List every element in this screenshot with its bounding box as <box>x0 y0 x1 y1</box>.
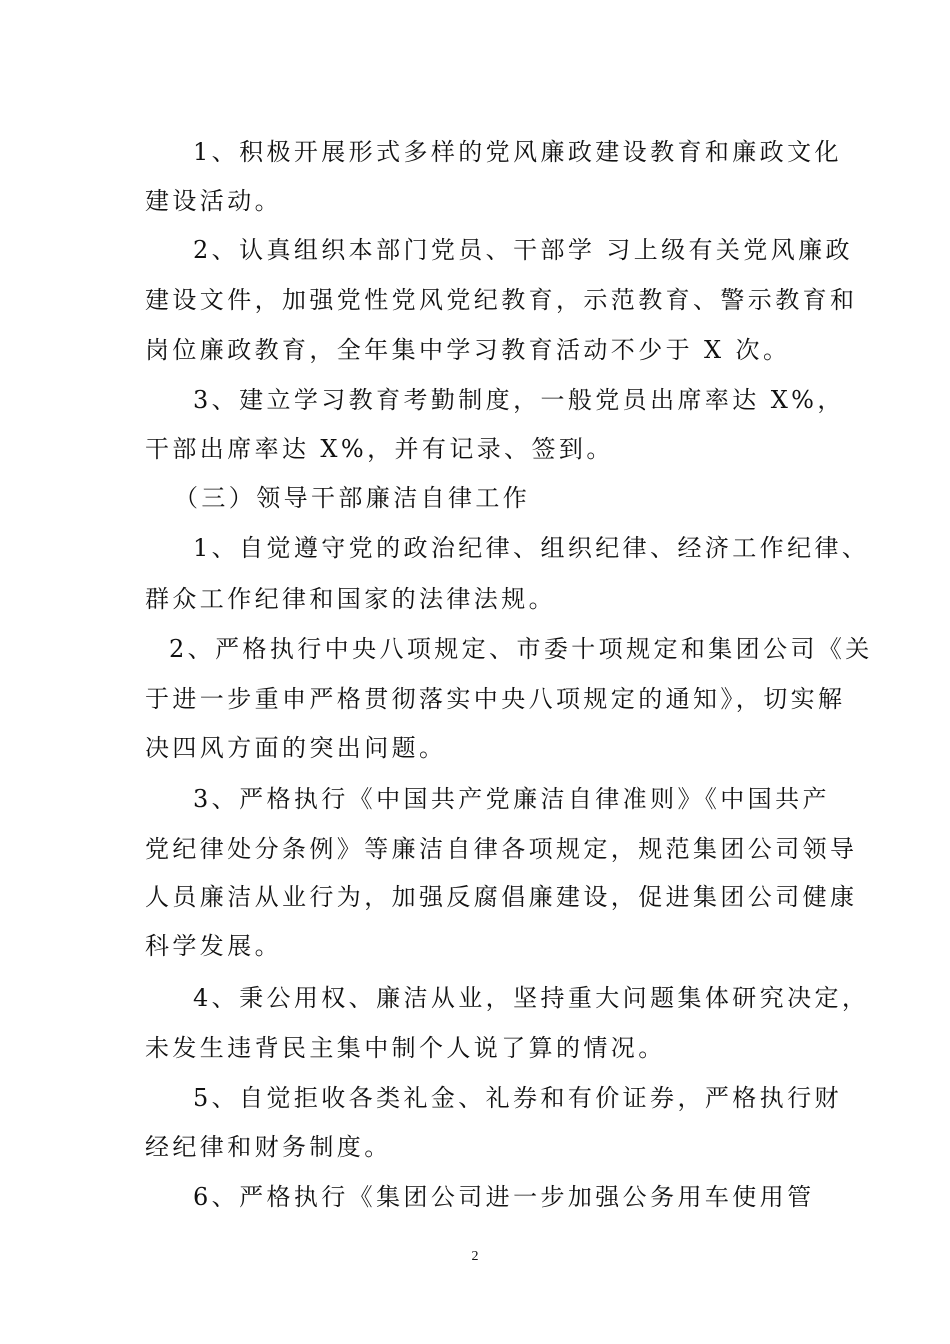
paragraph-line: 2、认真组织本部门党员、干部学 习上级有关党风廉政 <box>193 236 853 264</box>
paragraph-line: 4、秉公用权、廉洁从业，坚持重大问题集体研究决定， <box>193 984 870 1012</box>
paragraph-line: 岗位廉政教育，全年集中学习教育活动不少于 X 次。 <box>145 336 791 364</box>
paragraph-line: 科学发展。 <box>145 932 282 960</box>
paragraph-line: 于进一步重申严格贯彻落实中央八项规定的通知》，切实解 <box>145 685 846 713</box>
paragraph-line: 建设活动。 <box>145 187 282 215</box>
paragraph-line: 建设文件，加强党性党风党纪教育，示范教育、警示教育和 <box>145 286 858 314</box>
paragraph-line: 5、自觉拒收各类礼金、礼券和有价证券，严格执行财 <box>193 1084 842 1112</box>
paragraph-line: 群众工作纪律和国家的法律法规。 <box>145 585 556 613</box>
section-heading: （三）领导干部廉洁自律工作 <box>174 484 531 512</box>
paragraph-line: 人员廉洁从业行为，加强反腐倡廉建设，促进集团公司健康 <box>145 883 858 911</box>
paragraph-line: 6、严格执行《集团公司进一步加强公务用车使用管 <box>193 1183 815 1211</box>
paragraph-line: 干部出席率达 X%，并有记录、签到。 <box>145 435 614 463</box>
paragraph-line: 未发生违背民主集中制个人说了算的情况。 <box>145 1034 666 1062</box>
paragraph-line: 1、自觉遵守党的政治纪律、组织纪律、经济工作纪律、 <box>193 534 870 562</box>
paragraph-line: 2、严格执行中央八项规定、市委十项规定和集团公司《关 <box>169 635 873 663</box>
paragraph-line: 1、积极开展形式多样的党风廉政建设教育和廉政文化 <box>193 138 842 166</box>
paragraph-line: 党纪律处分条例》等廉洁自律各项规定，规范集团公司领导 <box>145 835 858 863</box>
page-number: 2 <box>471 1249 479 1264</box>
paragraph-line: 3、严格执行《中国共产党廉洁自律准则》《中国共产 <box>193 785 830 813</box>
paragraph-line: 经纪律和财务制度。 <box>145 1133 392 1161</box>
paragraph-line: 3、建立学习教育考勤制度，一般党员出席率达 X%， <box>193 386 845 414</box>
paragraph-line: 决四风方面的突出问题。 <box>145 734 447 762</box>
